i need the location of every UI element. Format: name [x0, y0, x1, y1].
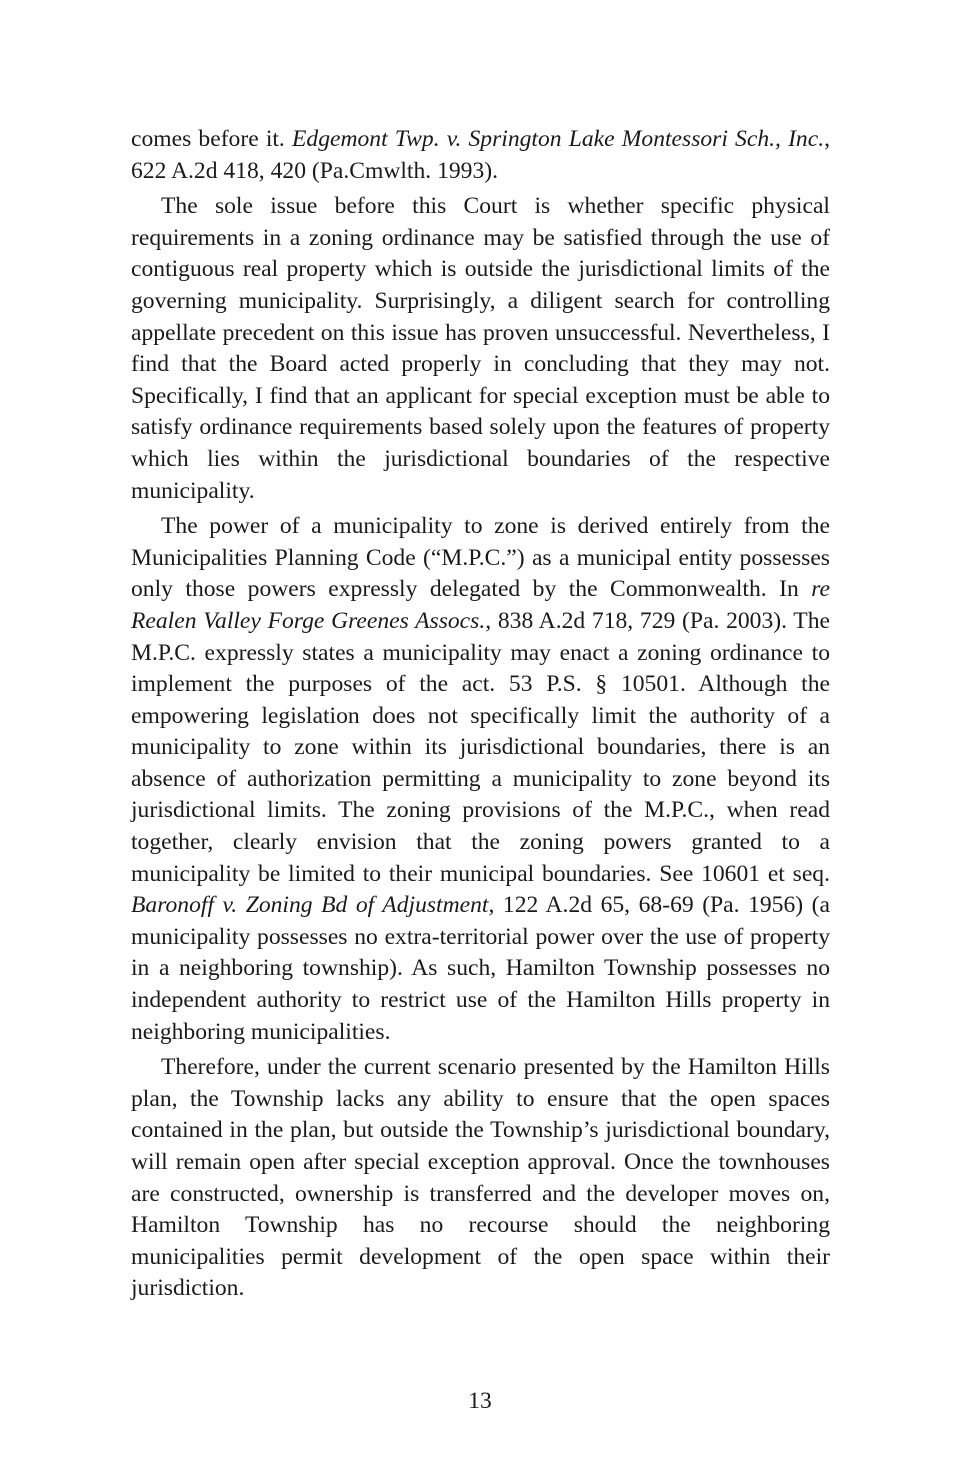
case-citation: re Realen Valley Forge Greenes Assocs. [131, 576, 830, 634]
page-number: 13 [468, 1388, 492, 1414]
paragraph-text: , 122 A.2d 65, 68-69 (Pa. 1956) (a municipality possesses no extra-territorial power over the use of property in a neighboring township). As such, Hamilton Township possesses no independent authority to restrict use of the Hamilton Hills property in neighboring municipalities. [131, 892, 830, 1045]
case-citation: Edgemont Twp. v. Springton Lake Montessori Sch., Inc. [291, 126, 825, 152]
document-body [131, 124, 830, 1309]
paragraph-4 [131, 1052, 830, 1305]
paragraph-text: , 622 A.2d 418, 420 (Pa.Cmwlth. 1993). [131, 126, 830, 184]
case-citation: Baronoff v. Zoning Bd of Adjustment [131, 892, 489, 919]
paragraph-text: , 838 A.2d 718, 729 (Pa. 2003). The M.P.C. expressly states a municipality may enact a zoning ordinance to implement the purposes of the act. 53 P.S. § 10501. Although the empowering legislation does not specifically limit the authority of a municipality to zone within its jurisdictional boundaries, there is an absence of authorization permitting a municipality to zone beyond its jurisdictional limits. The zoning provisions of the M.P.C., when read together, clearly envision that the zoning powers granted to a municipality be limited to their municipal boundaries. See 10601 et seq. [131, 607, 830, 887]
paragraph-3 [131, 511, 830, 1048]
paragraph-text: Therefore, under the current scenario presented by the Hamilton Hills plan, the Township lacks any ability to ensure that the open spaces contained in the plan, but outside the Township’s jurisdictional boundary, will remain open after special exception approval. Once the townhouses are constructed, ownership is transferred and the developer moves on, Hamilton Township has no recourse should the neighboring municipalities permit development of the open space within their jurisdiction. [131, 1054, 830, 1302]
paragraph-text: comes before it. [131, 126, 292, 152]
paragraph-text: The power of a municipality to zone is derived entirely from the Municipalities Planning Code (“M.P.C.”) as a municipal entity possesses only those powers expressly delegated by the Commonwealth. In [131, 513, 830, 603]
paragraph-text: The sole issue before this Court is whether specific physical requirements in a zoning ordinance may be satisfied through the use of contiguous real property which is outside the jurisdictional limits of the governing municipality. Surprisingly, a diligent search for controlling appellate precedent on this issue has proven unsuccessful. Nevertheless, I find that the Board acted properly in concluding that they may not. Specifically, I find that an applicant for special exception must be able to satisfy ordinance requirements based solely upon the features of property which lies within the jurisdictional boundaries of the respective municipality. [131, 193, 830, 504]
paragraph-1 [131, 124, 830, 187]
paragraph-2 [131, 191, 830, 507]
